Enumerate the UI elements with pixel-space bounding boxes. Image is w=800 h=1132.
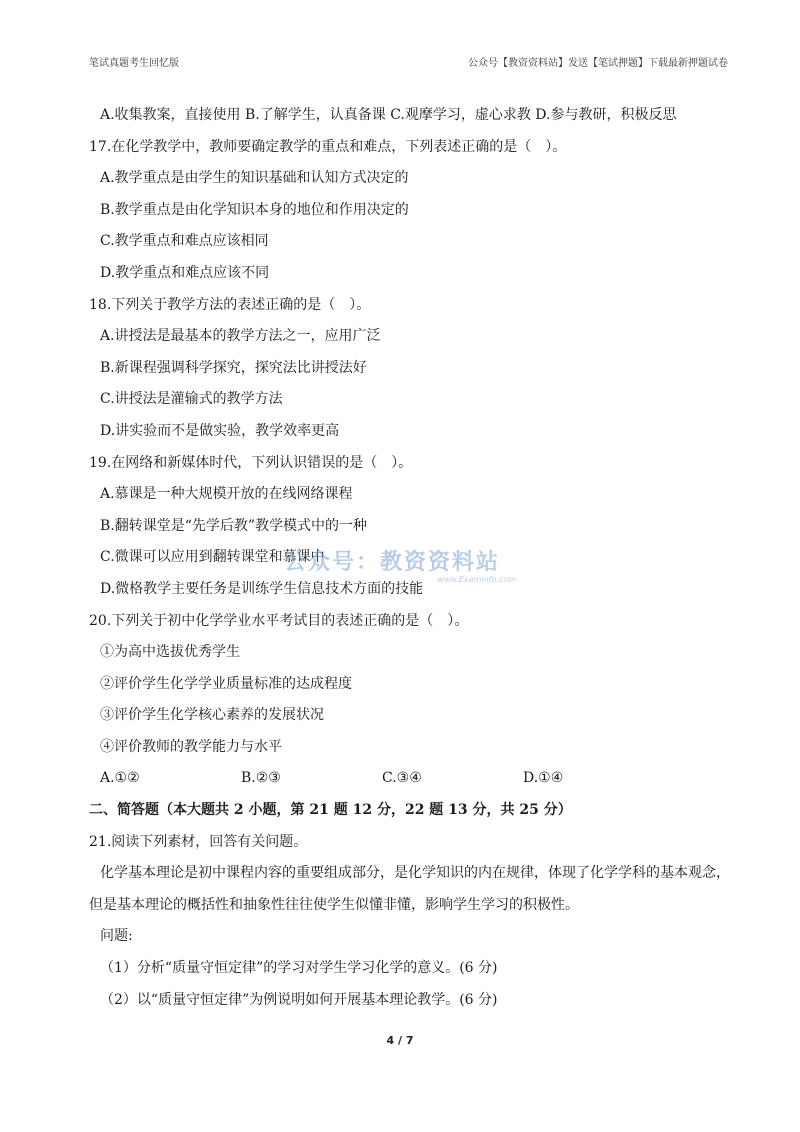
q18-option-a: A.讲授法是最基本的教学方法之一，应用广泛 [100, 328, 381, 345]
q20-choice-a: A.①② [100, 770, 140, 787]
question-17: 17.在化学教学中，教师要确定教学的重点和难点，下列表述正确的是（ ）。 [89, 138, 567, 155]
q16-options-line: A.收集教案，直接使用 B.了解学生，认真备课 C.观摩学习，虚心求教 D.参与教研，积极反思 [100, 107, 677, 123]
q17-option-c: C.教学重点和难点应该相同 [100, 233, 269, 250]
q18-option-c: C.讲授法是灌输式的教学方法 [100, 391, 283, 408]
question-19: 19.在网络和新媒体时代，下列认识错误的是（ ）。 [89, 454, 413, 471]
q20-statement-4: ④评价教师的教学能力与水平 [100, 738, 282, 755]
page-header [89, 54, 728, 70]
q20-choice-d: D.①④ [523, 770, 564, 787]
sub-question-2: （2）以“质量守恒定律”为例说明如何开展基本理论教学。(6 分) [100, 991, 498, 1008]
q18-option-d: D.讲实验而不是做实验，教学效率更高 [100, 422, 340, 439]
q20-statement-1: ①为高中选拔优秀学生 [100, 644, 240, 661]
page-number: 4 / 7 [386, 1034, 414, 1047]
q17-option-b: B.教学重点是由化学知识本身的地位和作用决定的 [100, 201, 409, 218]
q20-choice-b: B.②③ [241, 770, 281, 787]
sub-question-1: （1）分析“质量守恒定律”的学习对学生学习化学的意义。(6 分) [100, 960, 498, 977]
q17-option-a: A.教学重点是由学生的知识基础和认知方式决定的 [100, 170, 409, 187]
q19-option-b: B.翻转课堂是“先学后教”教学模式中的一种 [100, 517, 368, 534]
watermark-main: 公众号：教资资料站 [283, 550, 500, 575]
q20-choice-c: C.③④ [382, 770, 422, 787]
header-right-text: 公众号【教资资料站】发送【笔试押题】下载最新押题试卷 [468, 58, 728, 69]
watermark-url: www.Examinfo.com [437, 575, 516, 584]
section-2-title: 二、简答题（本大题共 2 小题，第 21 题 12 分，22 题 13 分，共 25 分） [89, 802, 572, 819]
question-18: 18.下列关于教学方法的表述正确的是（ ）。 [89, 296, 371, 313]
question-label: 问题: [100, 928, 133, 945]
q19-option-d: D.微格教学主要任务是训练学生信息技术方面的技能 [100, 580, 424, 597]
exam-content [89, 100, 729, 1016]
q17-option-d: D.教学重点和难点应该不同 [100, 264, 270, 281]
q20-statement-2: ②评价学生化学学业质量标准的达成程度 [100, 675, 352, 692]
q20-statement-3: ③评价学生化学核心素养的发展状况 [100, 707, 324, 724]
q20-choices [89, 763, 729, 795]
q19-option-a: A.慕课是一种大规模开放的在线网络课程 [100, 486, 353, 503]
q19-option-c: C.微课可以应用到翻转课堂和慕课中 [100, 549, 325, 566]
q18-option-b: B.新课程强调科学探究，探究法比讲授法好 [100, 359, 367, 376]
material-line-2: 但是基本理论的概括性和抽象性往往使学生似懂非懂，影响学生学习的积极性。 [89, 896, 579, 913]
material-line-1: 化学基本理论是初中课程内容的重要组成部分，是化学知识的内在规律，体现了化学学科的基本观念， [100, 865, 730, 882]
question-20: 20.下列关于初中化学学业水平考试目的表述正确的是（ ）。 [89, 612, 469, 629]
header-left-text: 笔试真题考生回忆版 [89, 58, 179, 69]
question-21: 21.阅读下列素材，回答有关问题。 [89, 833, 308, 850]
